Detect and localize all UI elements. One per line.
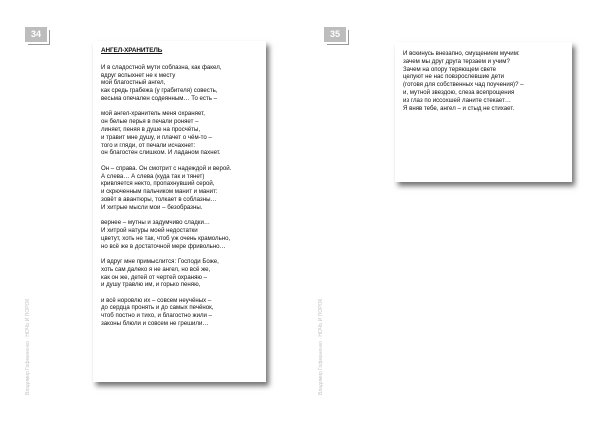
poem-line: он благостен слишком. И ладаном пахнет. <box>101 149 221 157</box>
running-credit-left <box>25 275 31 395</box>
poem-line: чтоб постно и тихо, и благостно жили – <box>101 312 213 320</box>
page-number-left: 34 <box>25 27 47 42</box>
poem-line: из глаз по иссохшей ланите стекает… <box>403 96 511 104</box>
poem-line: И в сладостной мути соблазна, как факел, <box>101 63 222 71</box>
poem-line: вдруг вспыхнет не к месту <box>101 71 176 79</box>
stanza <box>101 165 231 212</box>
poem-line: как он же, детей от чертей охраняю – <box>101 273 208 281</box>
poem-line: Зачем на опору теряющем свете <box>403 65 497 73</box>
poem-line: хоть сам далеко я не ангел, но всё же, <box>101 265 211 273</box>
stanza <box>101 258 231 289</box>
running-credit-text: Владимир Гофманенко · НОЧЬ И ПОРОК <box>25 298 31 395</box>
stanza <box>403 50 524 112</box>
poem-line: Он – справа. Он смотрит с надеждой и верой. <box>101 164 232 172</box>
poem-line: кривляется некто, пропахнувший серой, <box>101 180 215 188</box>
poem-line: зовёт в авантюры, толкает в соблазны… <box>101 195 217 203</box>
poem-line: и скрюченным пальчиком манит и манит: <box>101 188 218 196</box>
poem-line: и травит мне душу, и плачет о чём-то – <box>101 133 212 141</box>
stanza <box>101 64 231 103</box>
running-credit-right <box>318 275 324 395</box>
poem-line: как средь грабежа (у грабителя) совесть, <box>101 87 218 95</box>
stanza <box>101 110 231 157</box>
poem-line: А слева… А слева (куда так и тянет) <box>101 172 205 180</box>
poem-line: И вдруг мне примыслится: Господи Боже, <box>101 257 219 265</box>
poem-title: АНГЕЛ-ХРАНИТЕЛЬ <box>101 47 163 54</box>
poem-line: законы блюли и совсем не грешили… <box>101 320 209 328</box>
poem-line: весьма опечален содеянным… То есть – <box>101 94 218 102</box>
poem-line: он белые перья в печали роняет – <box>101 118 199 126</box>
poem-card-left <box>93 41 266 382</box>
stanza <box>101 219 231 250</box>
poem-line: Я вняв тебе, ангел – и стыд не стихает. <box>403 104 515 112</box>
poem-line: до сердца пронять и до самых печёнок, <box>101 304 214 312</box>
stanza <box>101 297 231 328</box>
poem-line: мой благостный ангел, <box>101 79 166 87</box>
poem-line: цветут, хоть не так, чтоб уж очень крамольно, <box>101 234 231 242</box>
poem-line: мой ангел-хранитель меня охраняет, <box>101 110 205 118</box>
poem-body-right <box>403 50 524 120</box>
poem-body-left <box>101 47 231 335</box>
poem-line: целуют не нас повзрослевшие дети <box>403 73 505 81</box>
poem-line: вернее – мутны и задумчиво сладки… <box>101 219 210 227</box>
poem-line: и, мутной звездою, слеза всепрощения <box>403 88 515 96</box>
poem-line: И хитрой натуры моей недостатки <box>101 226 198 234</box>
poem-line: и душу травлю им, и горько пеняю, <box>101 281 201 289</box>
page-number-right: 35 <box>324 27 346 42</box>
poem-line: зачем мы друг друга терзаем и учим? <box>403 57 510 65</box>
poem-line: но всё же в достаточной мере фривольно… <box>101 242 226 250</box>
poem-line: и всё норовлю их – совсем неучёных – <box>101 296 212 304</box>
poem-line: того и гляди, от печали исчахнет: <box>101 141 196 149</box>
poem-line: И вскинусь внезапно, смущением мучим: <box>403 50 520 57</box>
running-credit-text: Владимир Гофманенко · НОЧЬ И ПОРОК <box>318 298 324 395</box>
poem-line: И хитрые мысли мои – безобразны. <box>101 203 203 211</box>
poem-card-right <box>395 42 572 182</box>
poem-line: линяет, пеняя в душе на просчёты, <box>101 125 201 133</box>
poem-line: (готовя для собственных чад поучения)? – <box>403 81 524 89</box>
